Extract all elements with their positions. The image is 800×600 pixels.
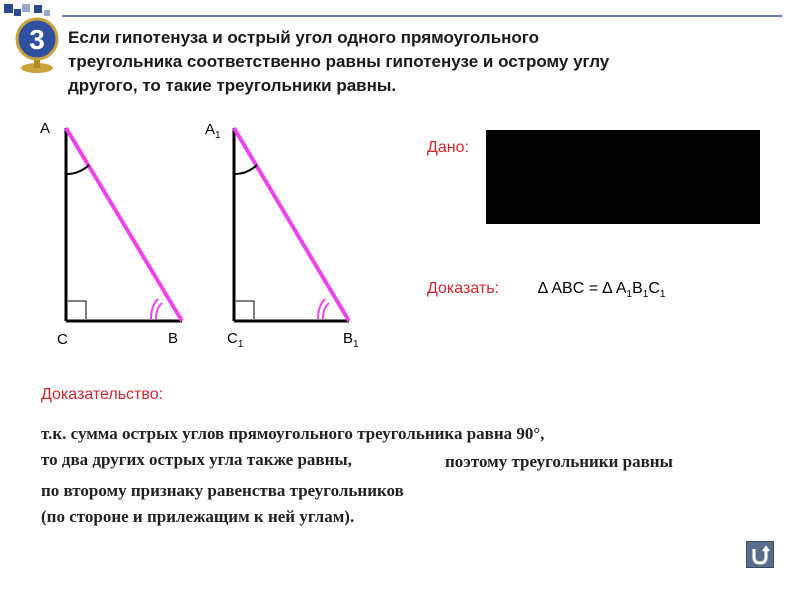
number-logo-icon [14, 16, 60, 76]
vertex-c1: $C_1$ [227, 330, 244, 350]
proof-label: Доказательство: [41, 386, 164, 403]
slide-number: 3 [29, 24, 45, 55]
title-line: другого, то такие треугольники равны. [68, 76, 397, 95]
title-line: Если гипотенуза и острый угол одного прямоугольного [68, 28, 540, 47]
triangle-a1b1c1 [234, 128, 349, 321]
proof-line: по второму признаку равенства треугольников [41, 481, 404, 500]
vertex-c: C [57, 331, 68, 348]
triangle-abc [66, 128, 182, 321]
vertex-a1: $A_1$ [205, 121, 221, 141]
vertex-b: B [168, 330, 179, 347]
angle-a-mark [67, 165, 89, 174]
return-arrow-icon [747, 542, 773, 567]
theorem-title [68, 26, 768, 98]
given-box [486, 130, 760, 224]
hypotenuse-ab [66, 128, 182, 321]
given-label: Дано: [427, 139, 469, 156]
return-button[interactable] [746, 541, 774, 568]
title-line: треугольника соответственно равны гипотенузе и острому углу [68, 52, 610, 71]
proof-line: то два других острых угла также равны, [41, 450, 352, 469]
proof-line: т.к. сумма острых углов прямоугольного треугольника равна 90°, [41, 424, 545, 443]
hypotenuse-a1b1 [234, 128, 349, 321]
vertex-b1: $B_1$ [343, 330, 359, 350]
proof-line: поэтому треугольники равны [445, 452, 673, 471]
vertex-a: A [40, 120, 51, 137]
prove-statement: ∆ ABC = ∆ $A_1B_1C_1$ [538, 280, 666, 300]
triangles-figure [0, 120, 400, 360]
header-line [62, 15, 782, 17]
angle-a1-mark [235, 165, 257, 174]
proof-line: (по стороне и прилежащим к ней углам). [41, 507, 355, 526]
prove-label: Доказать: [427, 280, 499, 297]
